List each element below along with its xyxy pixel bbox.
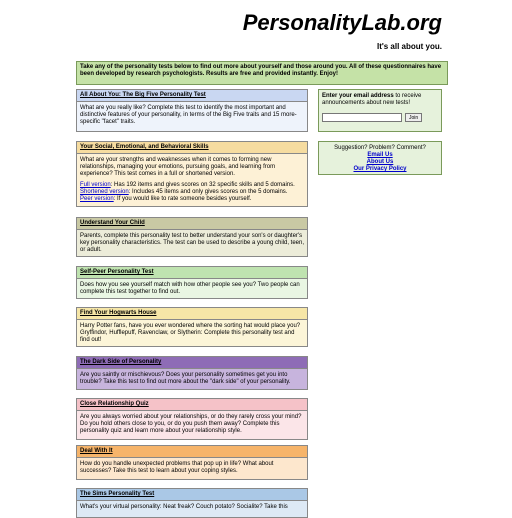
join-button[interactable]: Join <box>405 113 422 122</box>
test-card-3 <box>76 217 308 257</box>
test-card-text: What's your virtual personality: Neat freak? Couch potato? Socialite? Take this <box>80 504 288 510</box>
contact-heading: Suggestion? Problem? Comment? <box>334 145 426 151</box>
test-card-description <box>77 369 307 389</box>
test-card-title-link[interactable]: Close Relationship Quiz <box>77 399 307 411</box>
email-signup-box <box>318 89 442 132</box>
version-description: : Includes 45 items and only gives scores on the 5 domains. <box>128 189 288 195</box>
test-card-title-link[interactable]: Understand Your Child <box>77 218 307 230</box>
test-card-description <box>77 411 307 438</box>
test-card-text: Are you saintly or mischievous? Does your personality sometimes get you into trouble? Take this test to find out more about the "dark side" of your personality. <box>80 372 291 385</box>
test-card-8 <box>76 445 308 480</box>
test-card-1 <box>76 89 308 132</box>
version-description: : Has 192 items and gives scores on 32 specific skills and 5 domains. <box>110 182 295 188</box>
test-card-title-link[interactable]: Find Your Hogwarts House <box>77 308 307 320</box>
test-card-description <box>77 154 307 206</box>
test-card-description <box>77 230 307 257</box>
site-logo[interactable]: PersonalityLab.org <box>242 10 442 35</box>
version-link[interactable]: Peer version <box>80 196 114 202</box>
test-card-9 <box>76 488 308 518</box>
privacy-policy-link[interactable]: Our Privacy Policy <box>353 166 407 172</box>
test-card-title-link[interactable]: The Sims Personality Test <box>77 489 307 501</box>
test-card-description <box>77 102 307 129</box>
test-card-text: How do you handle unexpected problems that pop up in life? What about successes? Take this test to learn about your coping styles. <box>80 461 274 474</box>
email-input[interactable] <box>322 113 402 122</box>
test-card-text: Parents, complete this personality test to better understand your son's or daughter's key personality characteristics. The test can be used to describe a young child, teen, or adult. <box>80 233 305 253</box>
tagline: It's all about you. <box>376 42 442 51</box>
test-card-text: Does how you see yourself match with how other people see you? Two people can complete this test together to find out. <box>80 282 300 295</box>
email-us-link[interactable]: Email Us <box>367 152 393 158</box>
test-card-2 <box>76 141 308 207</box>
test-card-text: Are you always worried about your relationships, or do they rarely cross your mind? Do you hold others close to you, or do you push them away? Complete this personality quiz and learn more about your relationship style. <box>80 414 302 434</box>
signup-text: to receive announcements about new tests! <box>322 93 422 106</box>
test-card-title-link[interactable]: The Dark Side of Personality <box>77 357 307 369</box>
intro-box: Take any of the personality tests below to find out more about yourself and those around you. All of these questionnaires have been developed by research psychologists. Results are free and provided instantly. Enjoy! <box>76 61 448 85</box>
test-card-7 <box>76 398 308 440</box>
test-card-6 <box>76 356 308 390</box>
signup-lead: Enter your email address <box>322 93 394 99</box>
test-card-text: What are your strengths and weaknesses when it comes to forming new relationships, managing your emotions, pursuing goals, and learning from experience? This test comes in a full or shortened version. <box>80 157 276 177</box>
version-link[interactable]: Shortened version <box>80 189 129 195</box>
test-card-title-link[interactable]: Deal With It <box>77 446 307 458</box>
contact-box <box>318 141 442 175</box>
test-card-title-link[interactable]: Self-Peer Personality Test <box>77 267 307 279</box>
test-card-5 <box>76 307 308 347</box>
version-link[interactable]: Full version <box>80 182 111 188</box>
test-card-text: What are you really like? Complete this test to identify the most important and distinctive features of your personality, in terms of the Big Five traits and 15 more-specific "facet" traits. <box>80 105 297 125</box>
test-card-4 <box>76 266 308 299</box>
about-us-link[interactable]: About Us <box>366 159 394 165</box>
test-card-description <box>77 458 307 478</box>
version-description: : If you would like to rate someone besides yourself. <box>113 196 252 202</box>
test-card-title-link[interactable]: All About You: The Big Five Personality Test <box>77 90 307 102</box>
test-card-description <box>77 501 307 514</box>
test-card-title-link[interactable]: Your Social, Emotional, and Behavioral Skills <box>77 142 307 154</box>
test-card-text: Harry Potter fans, have you ever wondered where the sorting hat would place you? Gryffindor, Hufflepuff, Ravenclaw, or Slytherin: Complete this personality test and find out! <box>80 323 301 343</box>
test-card-description <box>77 279 307 299</box>
test-card-description <box>77 320 307 347</box>
